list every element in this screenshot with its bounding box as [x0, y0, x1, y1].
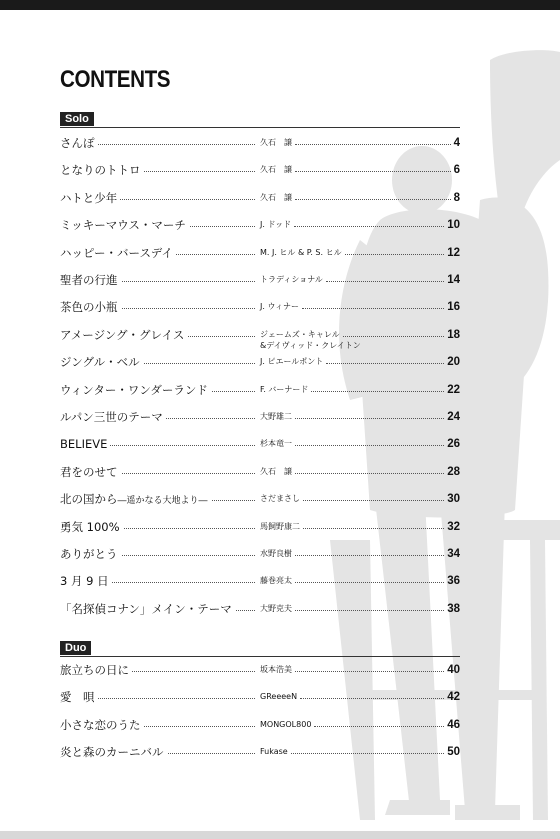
entry-title — [60, 689, 98, 705]
toc-entry — [60, 491, 460, 511]
toc-entry — [60, 354, 460, 374]
entry-composer: GReeeeN — [260, 692, 298, 702]
entry-title-text: 茶色の小瓶 — [60, 300, 118, 315]
page-leader-dots — [302, 308, 444, 309]
page-leader-dots — [326, 281, 444, 282]
entry-page-number: 38 — [447, 602, 460, 615]
entry-page-number: 16 — [447, 301, 460, 314]
toc-entry — [60, 409, 460, 429]
entry-title-text: さんぽ — [60, 136, 95, 150]
entry-page-number: 14 — [447, 274, 460, 286]
entry-page-number: 42 — [447, 691, 460, 704]
entry-page-number: 18 — [447, 328, 460, 341]
entry-title-text: 聖者の行進 — [60, 273, 118, 287]
entry-title-text: 旅立ちの日に — [60, 663, 129, 677]
entry-title-text: 3 月 9 日 — [60, 574, 109, 589]
entry-title-text: 勇気 100% — [60, 519, 120, 534]
entry-page-number: 10 — [447, 219, 460, 232]
bottom-edge-bar — [0, 831, 560, 839]
toc-entry — [60, 573, 460, 593]
section-rule-solo — [60, 127, 460, 128]
toc-entry — [60, 519, 460, 539]
page-leader-dots — [295, 418, 444, 419]
entry-title-text: 愛 唄 — [60, 690, 95, 705]
entry-page-number: 6 — [453, 164, 460, 177]
entry-title — [60, 436, 110, 452]
entry-composer: 久石 譲 — [260, 138, 292, 147]
entry-page-number: 26 — [447, 438, 460, 451]
entry-composer: 坂本浩美 — [260, 665, 292, 674]
entry-composer: 久石 譲 — [260, 165, 292, 175]
entry-title — [60, 299, 121, 315]
entry-composer: F. バーナード — [260, 384, 309, 394]
toc-entry — [60, 299, 460, 319]
entry-composer: MONGOL800 — [260, 719, 312, 729]
page-leader-dots — [295, 610, 444, 611]
entry-composer: M. J. ヒル & P. S. ヒル — [260, 247, 342, 257]
toc-entry — [60, 436, 460, 456]
entry-composer: トラディショナル — [260, 275, 323, 284]
page-leader-dots — [343, 336, 444, 337]
entry-composer: 大野克夫 — [260, 603, 292, 613]
toc-entry — [60, 382, 460, 402]
entry-page-number: 46 — [447, 718, 460, 731]
entry-page-number: 22 — [447, 383, 460, 396]
page-leader-dots — [295, 199, 451, 200]
entry-title-text: ミッキーマウス・マーチ — [60, 218, 186, 233]
page-leader-dots — [291, 753, 444, 754]
entry-composer: 久石 譲 — [260, 192, 292, 202]
entry-page-number: 50 — [447, 745, 460, 758]
entry-title — [60, 190, 120, 206]
entry-composer: 馬飼野康二 — [260, 521, 300, 531]
entry-title — [60, 717, 144, 733]
entry-composer: 水野良樹 — [260, 549, 292, 558]
entry-composer: Fukase — [260, 746, 288, 756]
entry-page-number: 12 — [447, 246, 460, 259]
toc-entry — [60, 546, 460, 566]
entry-title — [60, 272, 121, 288]
page-leader-dots — [300, 698, 444, 699]
entry-title-text: となりのトトロ — [60, 163, 141, 178]
entry-title — [60, 354, 143, 370]
entry-title — [60, 546, 121, 562]
toc-entry — [60, 464, 460, 484]
tuba-player-silhouette — [330, 40, 560, 830]
entry-title — [60, 245, 176, 261]
entry-title-text: アメージング・グレイス — [60, 327, 185, 342]
page-leader-dots — [326, 363, 444, 364]
entry-page-number: 30 — [447, 493, 460, 506]
entry-title-text: 小さな恋のうた — [60, 717, 141, 732]
entry-page-number: 24 — [447, 411, 460, 423]
entry-page-number: 8 — [453, 191, 460, 204]
entry-title-text: ウィンター・ワンダーランド — [60, 382, 208, 397]
entry-title-text: 炎と森のカーニバル — [60, 744, 164, 759]
toc-entry — [60, 717, 460, 737]
entry-title-text: BELIEVE — [60, 437, 108, 452]
entry-composer: 藤巻亮太 — [260, 576, 292, 586]
entry-title — [60, 217, 189, 233]
page-title: CONTENTS — [60, 66, 171, 93]
entry-composer: J. ドッド — [260, 220, 292, 230]
entry-page-number: 36 — [447, 575, 460, 588]
entry-title-text: ハトと少年 — [60, 190, 118, 205]
page-leader-dots — [303, 528, 444, 529]
toc-entry — [60, 190, 460, 210]
page-leader-dots — [295, 473, 444, 474]
entry-composer: 久石 譲 — [260, 466, 292, 476]
entry-page-number: 4 — [453, 137, 460, 149]
entry-composer: J. ウィナー — [260, 302, 299, 312]
toc-entry — [60, 217, 460, 237]
section-rule-duo — [60, 656, 460, 657]
entry-title-text: 「名探偵コナン」メイン・テーマ — [60, 601, 232, 616]
page-leader-dots — [311, 391, 444, 392]
page-leader-dots — [295, 582, 444, 583]
page-leader-dots — [295, 671, 444, 672]
entry-composer: 大野雄二 — [260, 412, 292, 421]
entry-composer: J. ピエールポント — [260, 357, 324, 367]
entry-title — [60, 573, 112, 589]
page-leader-dots — [294, 226, 444, 227]
entry-title — [60, 744, 167, 760]
entry-title-text: ルパン三世のテーマ — [60, 410, 163, 424]
entry-title-text: ありがとう — [60, 547, 118, 561]
entry-title — [60, 409, 166, 425]
toc-entry — [60, 601, 460, 621]
entry-title-text: ジングル・ベル — [60, 355, 140, 370]
entry-title — [60, 491, 211, 507]
entry-page-number: 20 — [447, 356, 460, 369]
entry-title — [60, 327, 187, 343]
page-leader-dots — [345, 254, 444, 255]
entry-composer: さだまさし — [260, 494, 300, 504]
toc-entry — [60, 689, 460, 709]
toc-entry — [60, 662, 460, 682]
page-leader-dots — [295, 445, 444, 446]
entry-title — [60, 162, 144, 178]
page-leader-dots — [303, 500, 444, 501]
toc-entry — [60, 327, 460, 350]
toc-entry — [60, 162, 460, 182]
page-leader-dots — [295, 171, 451, 172]
entry-title — [60, 519, 123, 535]
toc-entry — [60, 272, 460, 292]
entry-subtitle: ―遥かなる大地より― — [117, 496, 208, 507]
toc-entry — [60, 245, 460, 265]
entry-composer: ジェームズ・キャレル — [260, 329, 340, 339]
entry-title — [60, 662, 132, 678]
entry-title — [60, 601, 235, 617]
top-edge-bar — [0, 0, 560, 10]
entry-page-number: 34 — [447, 548, 460, 560]
entry-title-text: 君をのせて — [60, 464, 118, 479]
section-label-solo: Solo — [60, 112, 94, 126]
entry-title — [60, 135, 98, 151]
entry-composer-line2: &デイヴィッド・クレイトン — [260, 340, 361, 350]
page-leader-dots — [314, 726, 444, 727]
page-leader-dots — [295, 144, 451, 145]
toc-entry — [60, 135, 460, 155]
page-leader-dots — [295, 555, 444, 556]
entry-title-text: 北の国から — [60, 492, 118, 507]
entry-page-number: 32 — [447, 520, 460, 533]
entry-title-text: ハッピー・バースデイ — [60, 245, 173, 260]
section-label-duo: Duo — [60, 641, 91, 655]
entry-composer: 杉本竜一 — [260, 439, 292, 449]
entry-title — [60, 382, 211, 398]
entry-page-number: 28 — [447, 465, 460, 478]
entry-page-number: 40 — [447, 664, 460, 676]
toc-entry — [60, 744, 460, 764]
entry-title — [60, 464, 121, 480]
